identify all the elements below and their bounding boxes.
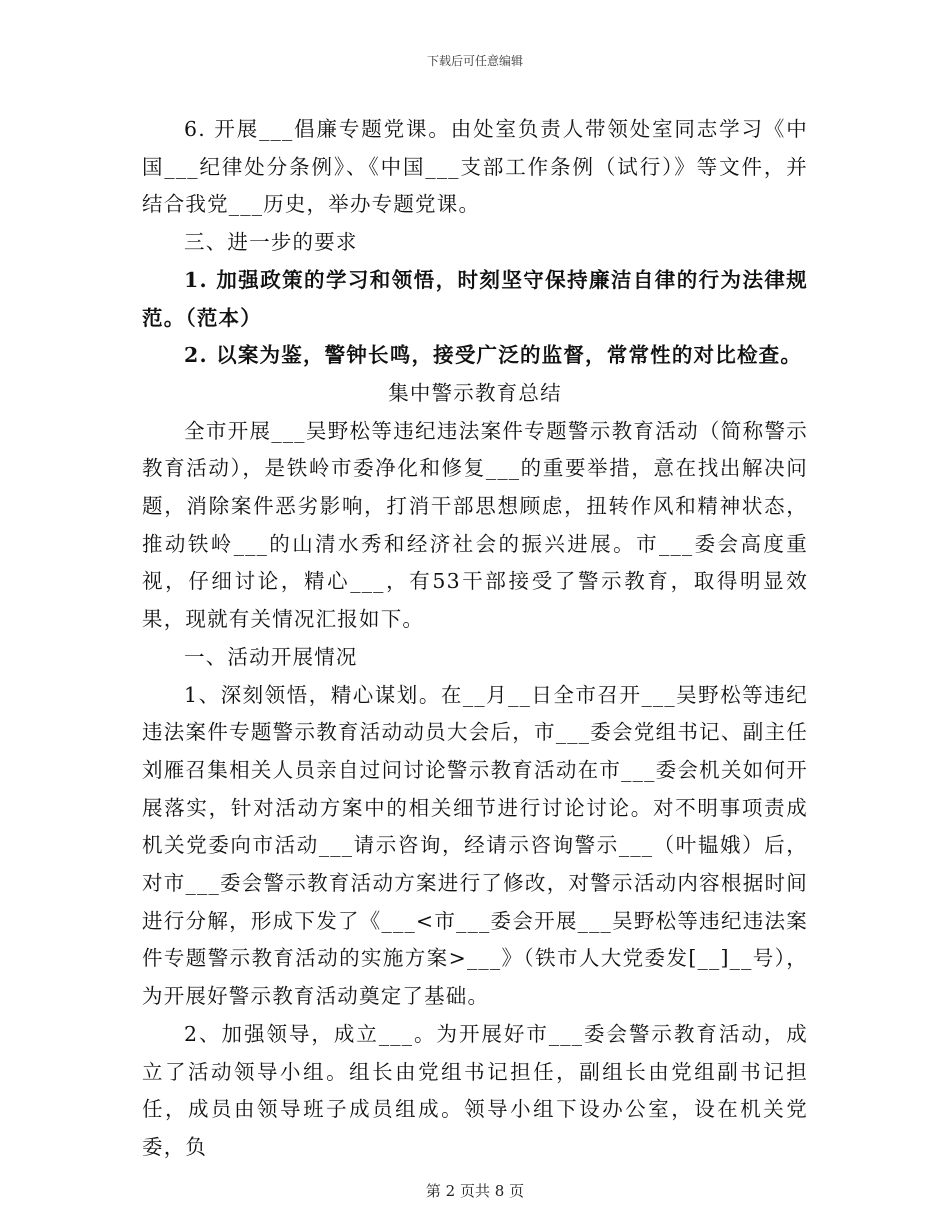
requirement-item-1: 1. 加强政策的学习和领悟，时刻坚守保持廉洁自律的行为法律规范。（范本）	[142, 267, 808, 330]
heading-further-requirements: 三、进一步的要求	[184, 230, 358, 255]
section-title: 集中警示教育总结	[388, 380, 562, 405]
paragraph-intro: 全市开展___吴野松等违纪违法案件专题警示教育活动（简称警示教育活动），是铁岭市委净化和修复___的重要举措，意在找出解决问题，消除案件恶劣影响，打消干部思想顾虑，扭转作风和精神状态，推动铁岭___的山清水秀和经济社会的振兴进展。市___委会高度重视，仔细讨论，精心___，有53干部接受了警示教育，取得明显效果，现就有关情况汇报如下。	[142, 418, 808, 632]
paragraph-item-2: 2、加强领导，成立___。为开展好市___委会警示教育活动，成立了活动领导小组。组长由党组书记担任，副组长由党组副书记担任，成员由领导班子成员组成。领导小组下设办公室，设在机关党委，负	[142, 1021, 808, 1159]
paragraph-party-lesson: 6. 开展___倡廉专题党课。由处室负责人带领处室同志学习《中国___纪律处分条例》、《中国___支部工作条例（试行）》等文件，并结合我党___历史，举办专题党课。	[142, 117, 808, 217]
page-header: 下载后可任意编辑	[426, 54, 523, 68]
heading-activity-status: 一、活动开展情况	[184, 644, 358, 669]
document-body	[142, 111, 808, 1167]
paragraph-item-1: 1、深刻领悟，精心谋划。在__月__日全市召开___吴野松等违纪违法案件专题警示教育活动动员大会后，市___委会党组书记、副主任刘雁召集相关人员亲自过问讨论警示教育活动在市___委会机关如何开展落实，针对活动方案中的相关细节进行讨论讨论。对不明事项责成机关党委向市活动___请示咨询，经请示咨询警示___（叶韫娥）后，对市___委会警示教育活动方案进行了修改，对警示活动内容根据时间进行分解，形成下发了《___<市___委会开展___吴野松等违纪违法案件专题警示教育活动的实施方案>___》（铁市人大党委发[__]__号），为开展好警示教育活动奠定了基础。	[142, 682, 808, 1009]
requirement-item-2: 2. 以案为鉴，警钟长鸣，接受广泛的监督，常常性的对比检查。	[184, 343, 803, 368]
page-footer: 第 2 页共 8 页	[425, 1182, 525, 1200]
